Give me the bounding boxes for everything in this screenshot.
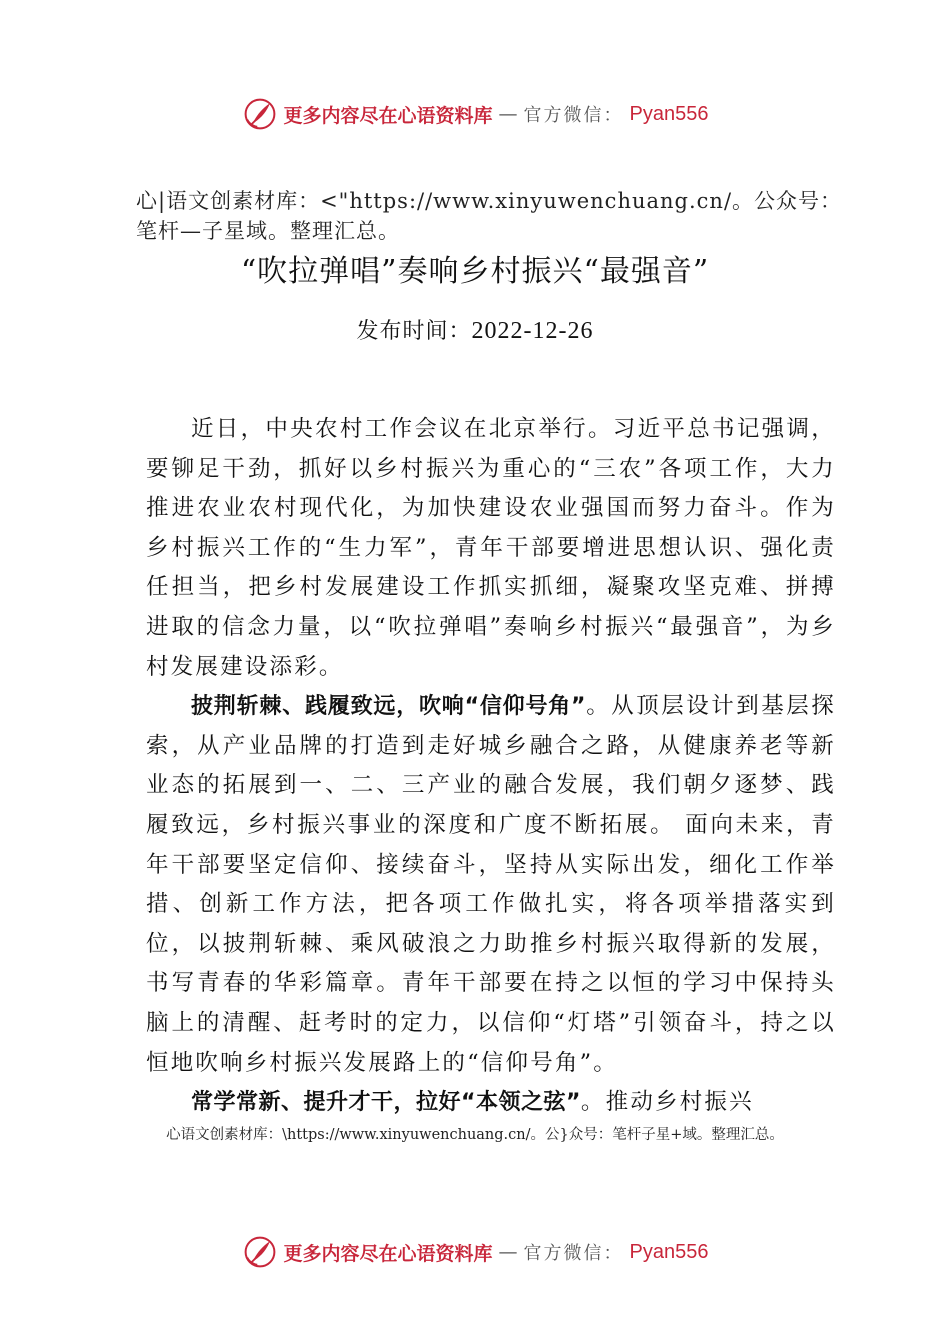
paragraph-3-text: 。推动乡村振兴 [580, 1089, 754, 1116]
paragraph-1 [146, 410, 836, 687]
banner-wechat-label: 官方微信： [523, 105, 624, 126]
article-body [146, 410, 836, 1123]
publish-date [0, 316, 950, 347]
publish-date-label: 发布时间： [356, 319, 472, 344]
publish-date-value: 2022-12-26 [471, 318, 594, 344]
banner-wechat-id: Pyan556 [629, 102, 709, 125]
feather-pen-logo-icon [242, 1234, 278, 1270]
paragraph-3-lead: 常学常新、提升才干，拉好“本领之弦” [191, 1090, 581, 1116]
paragraph-2 [146, 687, 836, 1083]
header-banner [0, 94, 950, 134]
banner-wechat-label: 官方微信： [523, 1243, 624, 1264]
footer-source-note: 心语文创素材库：\https://www.xinyuwenchuang.cn/。公}众号：笔杆子星+域。整理汇总。 [166, 1127, 784, 1143]
paragraph-2-lead: 披荆斩棘、践履致远，吹响“信仰号角” [191, 694, 586, 720]
banner-wechat-id: Pyan556 [629, 1240, 709, 1263]
source-note: 心|语文创素材库：<"https://www.xinyuwenchuang.cn/。公众号：笔杆—子星域。整理汇总。 [136, 189, 843, 243]
article-title: “吹拉弹唱”奏响乡村振兴“最强音” [240, 254, 710, 289]
banner-dash: — [498, 1241, 518, 1263]
banner-library-text: 更多内容尽在心语资料库 [283, 1242, 493, 1265]
feather-pen-logo-icon [242, 96, 278, 132]
banner-library-text: 更多内容尽在心语资料库 [283, 104, 493, 127]
paragraph-2-text: 。从顶层设计到基层探索，从产业品牌的打造到走好城乡融合之路，从健康养老等新业态的拓展到一、二、三产业的融合发展，我们朝夕逐梦、践履致远，乡村振兴事业的深度和广度不断拓展。 面向未来，青年干部要坚定信仰、接续奋斗，坚持从实际出发，细化工作举措、创新工作方法，把各项工作做扎实，将各项举措落实到位，以披荆斩棘、乘风破浪之力助推乡村振兴取得新的发展，书写青春的华彩篇章。青年干部要在持之以恒的学习中保持头脑上的清醒、赶考时的定力，以信仰“灯塔”引领奋斗，持之以恒地吹响乡村振兴发展路上的“信仰号角”。 [146, 693, 836, 1076]
paragraph-3 [146, 1083, 836, 1123]
footer-banner [0, 1232, 950, 1272]
banner-dash: — [498, 103, 518, 125]
paragraph-1-text: 近日，中央农村工作会议在北京举行。习近平总书记强调，要铆足干劲，抓好以乡村振兴为重心的“三农”各项工作，大力推进农业农村现代化，为加快建设农业强国而努力奋斗。作为乡村振兴工作的“生力军”，青年干部要增进思想认识、强化责任担当，把乡村发展建设工作抓实抓细，凝聚攻坚克难、拼搏进取的信念力量，以“吹拉弹唱”奏响乡村振兴“最强音”，为乡村发展建设添彩。 [146, 416, 836, 680]
